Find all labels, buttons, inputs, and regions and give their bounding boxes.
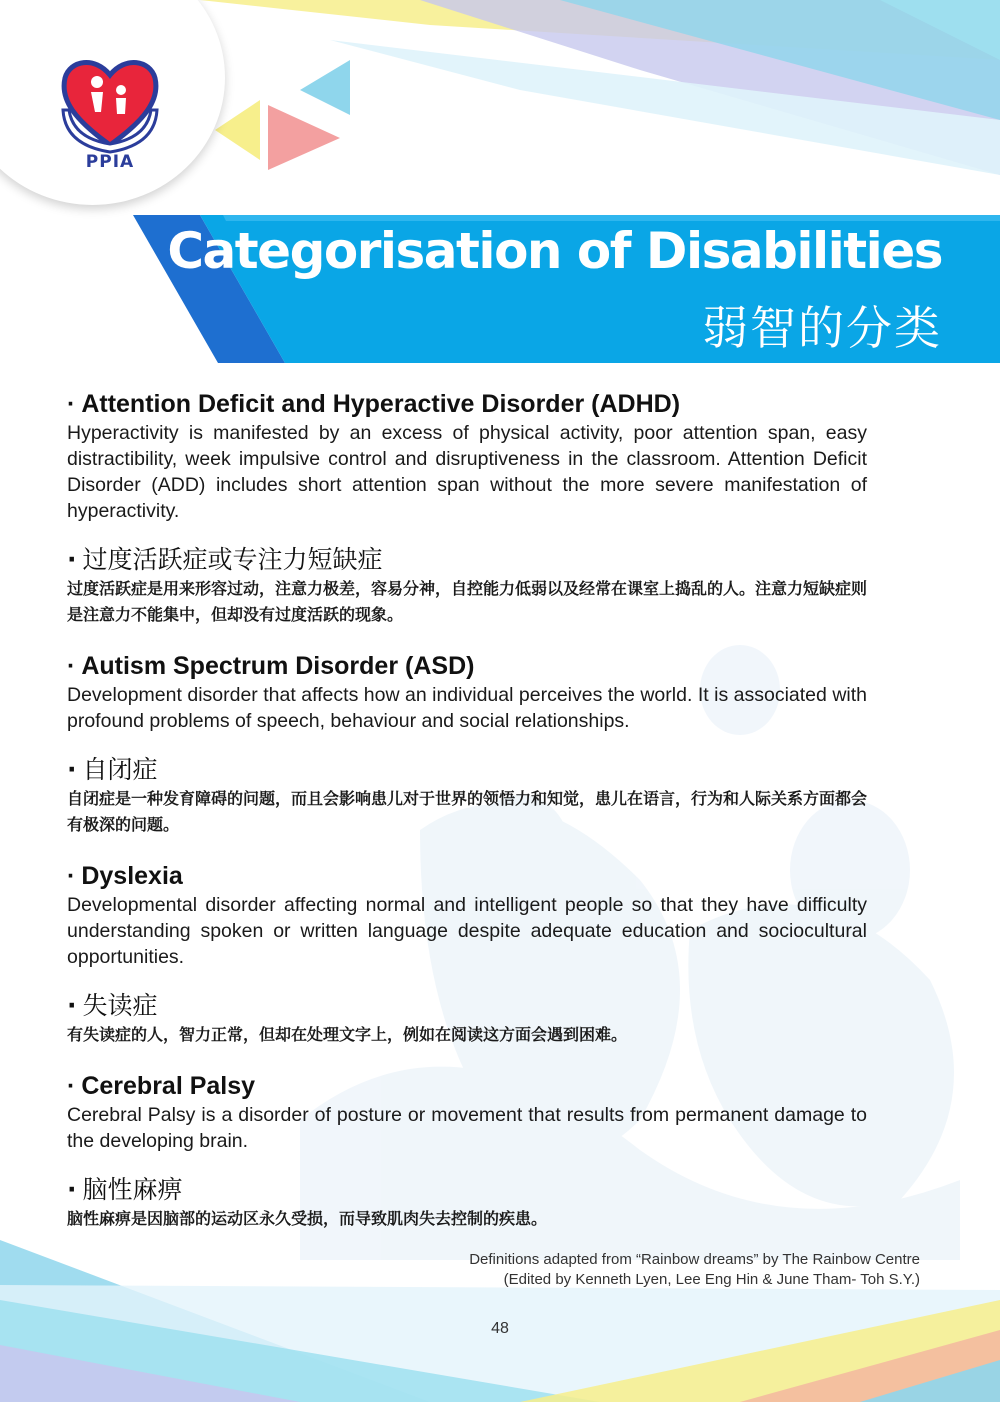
section-heading: · Autism Spectrum Disorder (ASD) [67, 652, 475, 680]
page-title: Categorisation of Disabilities [167, 222, 942, 280]
section-body: 脑性麻痹是因脑部的运动区永久受损，而导致肌肉失去控制的疾患。 [67, 1209, 548, 1228]
credit-line-2: (Edited by Kenneth Lyen, Lee Eng Hin & June Tham- Toh S.Y.) [503, 1271, 920, 1288]
section-body: Development disorder that affects how an individual perceives the world. It is associated with profound problems of speech, behaviour and social relationships. [67, 684, 867, 732]
section-body: Developmental disorder affecting normal and intelligent people so that they have difficulty understanding spoken or written language despite adequate education and sociocultural opportunities. [67, 894, 867, 968]
section-dyslexia [67, 860, 867, 970]
section-asd [67, 650, 867, 734]
source-credit [469, 1250, 920, 1290]
section-body: Hyperactivity is manifested by an excess of physical activity, poor attention span, easy distractibility, week impulsive control and disruptiveness in the classroom. Attention Deficit Disorder (ADD) includes short attention span without the more severe manifestation of hyperactivity. [67, 422, 867, 522]
section-adhd [67, 388, 867, 524]
section-heading: · 过度活跃症或专注力短缺症 [67, 545, 383, 574]
section-heading: · 脑性麻痹 [67, 1175, 183, 1204]
section-body: Cerebral Palsy is a disorder of posture or movement that results from permanent damage to the developing brain. [67, 1104, 867, 1152]
definitions-list [67, 388, 867, 1254]
section-cerebral-palsy [67, 1070, 867, 1154]
section-asd-chinese [67, 754, 867, 838]
section-body: 过度活跃症是用来形容过动，注意力极差，容易分神，自控能力低弱以及经常在课室上捣乱的人。注意力短缺症则是注意力不能集中，但却没有过度活跃的现象。 [67, 579, 868, 624]
section-heading: · 自闭症 [67, 755, 158, 784]
section-heading: · Dyslexia [67, 862, 183, 890]
credit-line-1: Definitions adapted from “Rainbow dreams” by The Rainbow Centre [469, 1251, 920, 1268]
page-title-chinese: 弱智的分类 [702, 301, 942, 355]
section-body: 有失读症的人，智力正常，但却在处理文字上，例如在阅读这方面会遇到困难。 [67, 1025, 628, 1044]
triangle-cyan [300, 60, 350, 115]
section-cerebral-palsy-chinese [67, 1174, 867, 1232]
section-heading: · Attention Deficit and Hyperactive Disorder (ADHD) [67, 390, 681, 418]
section-heading: · Cerebral Palsy [67, 1072, 256, 1100]
page-number: 48 [491, 1320, 509, 1337]
logo-text: PPIA [85, 152, 135, 172]
section-heading: · 失读症 [67, 991, 158, 1020]
section-dyslexia-chinese [67, 990, 867, 1048]
section-adhd-chinese [67, 544, 867, 628]
section-body: 自闭症是一种发育障碍的问题，而且会影响患儿对于世界的领悟力和知觉，患儿在语言，行为和人际关系方面都会有极深的问题。 [67, 789, 868, 834]
